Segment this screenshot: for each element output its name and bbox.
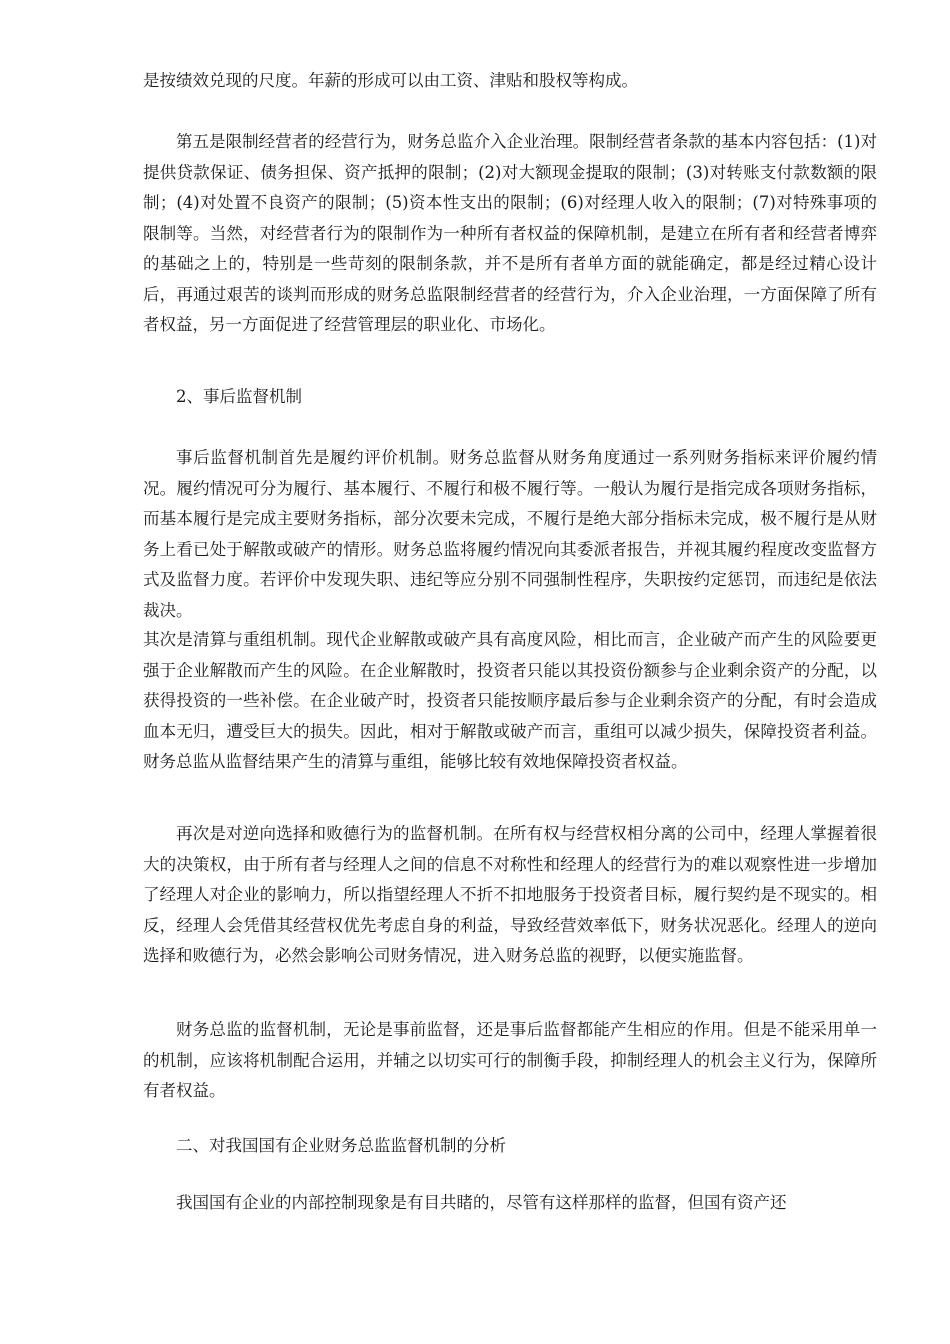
paragraph-adverse-selection: 再次是对逆向选择和败德行为的监督机制。在所有权与经营权相分离的公司中，经理人掌握着很大的决策权，由于所有者与经理人之间的信息不对称性和经理人的经营行为的难以观察性进一步增加了经理人对企业的影响力，所以指望经理人不折不扣地服务于投资者目标，履行契约是不现实的。相反，经理人会凭借其经营权优先考虑自身的利益，导致经营效率低下，财务状况恶化。经理人的逆向选择和败德行为，必然会影响公司财务情况，进入财务总监的视野，以便实施监督。	[143, 824, 877, 965]
heading-post-supervision: 2、事后监督机制	[176, 387, 302, 406]
paragraph-summary: 财务总监的监督机制，无论是事前监督，还是事后监督都能产生相应的作用。但是不能采用单一的机制，应该将机制配合运用，并辅之以切实可行的制衡手段，抑制经理人的机会主义行为，保障所有者权益。	[143, 1020, 877, 1100]
paragraph-continued: 是按绩效兑现的尺度。年薪的形成可以由工资、津贴和股权等构成。	[143, 71, 638, 90]
heading-section-two: 二、对我国国有企业财务总监监督机制的分析	[176, 1136, 506, 1155]
paragraph-liquidation-restructuring: 其次是清算与重组机制。现代企业解散或破产具有高度风险，相比而言，企业破产而产生的风险要更强于企业解散而产生的风险。在企业解散时，投资者只能以其投资份额参与企业剩余资产的分配，以获得投资的一些补偿。在企业破产时，投资者只能按顺序最后参与企业剩余资产的分配，有时会造成血本无归，遭受巨大的损失。因此，相对于解散或破产而言，重组可以减少损失，保障投资者利益。财务总监从监督结果产生的清算与重组，能够比较有效地保障投资者权益。	[143, 630, 877, 771]
paragraph-performance-evaluation: 事后监督机制首先是履约评价机制。财务总监督从财务角度通过一系列财务指标来评价履约情况。履约情况可分为履行、基本履行、不履行和极不履行等。一般认为履行是指完成各项财务指标，而基本履行是完成主要财务指标，部分次要未完成，不履行是绝大部分指标未完成，极不履行是从财务上看已处于解散或破产的情形。财务总监将履约情况向其委派者报告，并视其履约程度改变监督方式及监督力度。若评价中发现失职、违纪等应分别不同强制性程序，失职按约定惩罚，而违纪是依法裁决。	[143, 448, 877, 620]
paragraph-state-enterprise: 我国国有企业的内部控制现象是有目共睹的，尽管有这样那样的监督，但国有资产还	[176, 1193, 787, 1212]
paragraph-fifth-restriction: 第五是限制经营者的经营行为，财务总监介入企业治理。限制经营者条款的基本内容包括：(1)对提供贷款保证、债务担保、资产抵押的限制；(2)对大额现金提取的限制；(3)对转账支付款数额的限制；(4)对处置不良资产的限制；(5)资本性支出的限制；(6)对经理人收入的限制；(7)对特殊事项的限制等。当然，对经营者行为的限制作为一种所有者权益的保障机制，是建立在所有者和经营者博弈的基础之上的，特别是一些苛刻的限制条款，并不是所有者单方面的就能确定，都是经过精心设计后，再通过艰苦的谈判而形成的财务总监限制经营者的经营行为，介入企业治理，一方面保障了所有者权益，另一方面促进了经营管理层的职业化、市场化。	[143, 132, 877, 334]
